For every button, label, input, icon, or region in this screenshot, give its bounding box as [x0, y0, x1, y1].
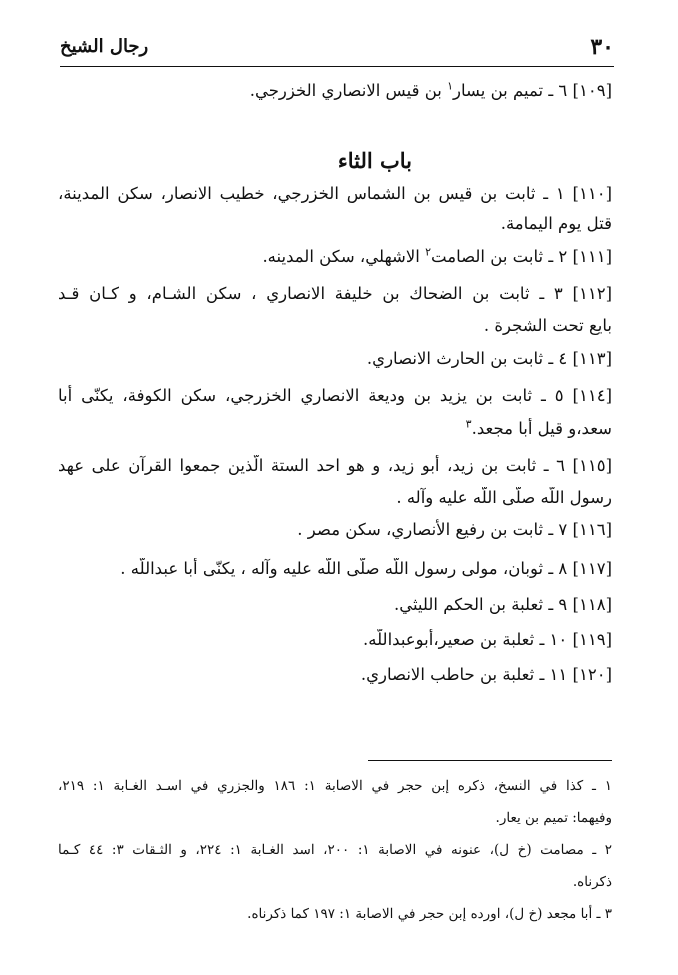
footnote-rule	[368, 760, 612, 761]
footnote-2-cont: ذكرناه.	[572, 874, 612, 890]
entry-110: [١١٠] ١ ـ ثابت بن قيس بن الشماس الخزرجي، خطيب الانصار، سكن المدينة،	[58, 184, 612, 203]
page-header	[60, 34, 614, 62]
entry-113: [١١٣] ٤ ـ ثابت بن الحارث الانصاري.	[366, 349, 612, 368]
entry-111: [١١١] ٢ ـ ثابت بن الصامت$^٢$ الاشهلي، سكن المدينه.	[262, 246, 612, 266]
entry-110-cont: قتل يوم اليمامة.	[500, 214, 612, 233]
entry-120: [١٢٠] ١١ ـ ثعلبة بن حاطب الانصاري.	[360, 665, 612, 684]
entry-119: [١١٩] ١٠ ـ ثعلبة بن صعير،أبوعبداللّه.	[363, 630, 612, 649]
entry-109: [١٠٩] ٦ ـ تميم بن يسار$^١$ بن قيس الانصاري الخزرجي.	[249, 80, 612, 100]
footnote-3: ٣ ـ أبا مجعد (خ ل)، اورده إبن حجر في الاصابة ١: ١٩٧ كما ذكرناه.	[247, 906, 612, 922]
footnote-1-cont: وفيهما: تميم بن يعار.	[495, 810, 612, 826]
entry-117: [١١٧] ٨ ـ ثوبان، مولى رسول اللّه صلّى اللّه عليه وآله ، يكنّى أبا عبداللّه .	[120, 559, 612, 578]
entry-112-cont: بايع تحت الشجرة .	[483, 316, 612, 335]
entry-112: [١١٢] ٣ ـ ثابت بن الضحاك بن خليفة الانصاري ، سكن الشـام، و كـان قـد	[58, 284, 612, 303]
entry-115: [١١٥] ٦ ـ ثابت بن زيد، أبو زيد، و هو احد الستة الّذين جمعوا القرآن على عهد	[58, 456, 612, 475]
footnote-1: ١ ـ كذا في النسخ، ذكره إبن حجر في الاصابة ١: ١٨٦ والجزري في اسـد الغـابة ١: ٢١٩،	[58, 778, 612, 794]
footnote-2: ٢ ـ مصامت (خ ل)، عنونه في الاصابة ١: ٢٠٠، اسد الغـابة ١: ٢٢٤، و الثـقات ٣: ٤٤ كـما	[58, 842, 612, 858]
page-number: ٣٠	[590, 34, 614, 60]
running-title: رجال الشيخ	[60, 36, 149, 57]
entry-114: [١١٤] ٥ ـ ثابت بن يزيد بن وديعة الانصاري الخزرجي، سكن الكوفة، يكنّى أبا	[58, 386, 612, 405]
entry-116: [١١٦] ٧ ـ ثابت بن رفيع الأنصاري، سكن مصر .	[297, 520, 612, 539]
entry-118: [١١٨] ٩ ـ ثعلبة بن الحكم الليثي.	[393, 595, 612, 614]
section-heading: باب الثاء	[337, 148, 412, 173]
header-rule	[60, 66, 614, 67]
entry-115-cont: رسول اللّه صلّى اللّه عليه وآله .	[396, 488, 612, 507]
entry-114-cont: سعد،و قيل أبا مجعد.$^٣$	[465, 418, 612, 438]
